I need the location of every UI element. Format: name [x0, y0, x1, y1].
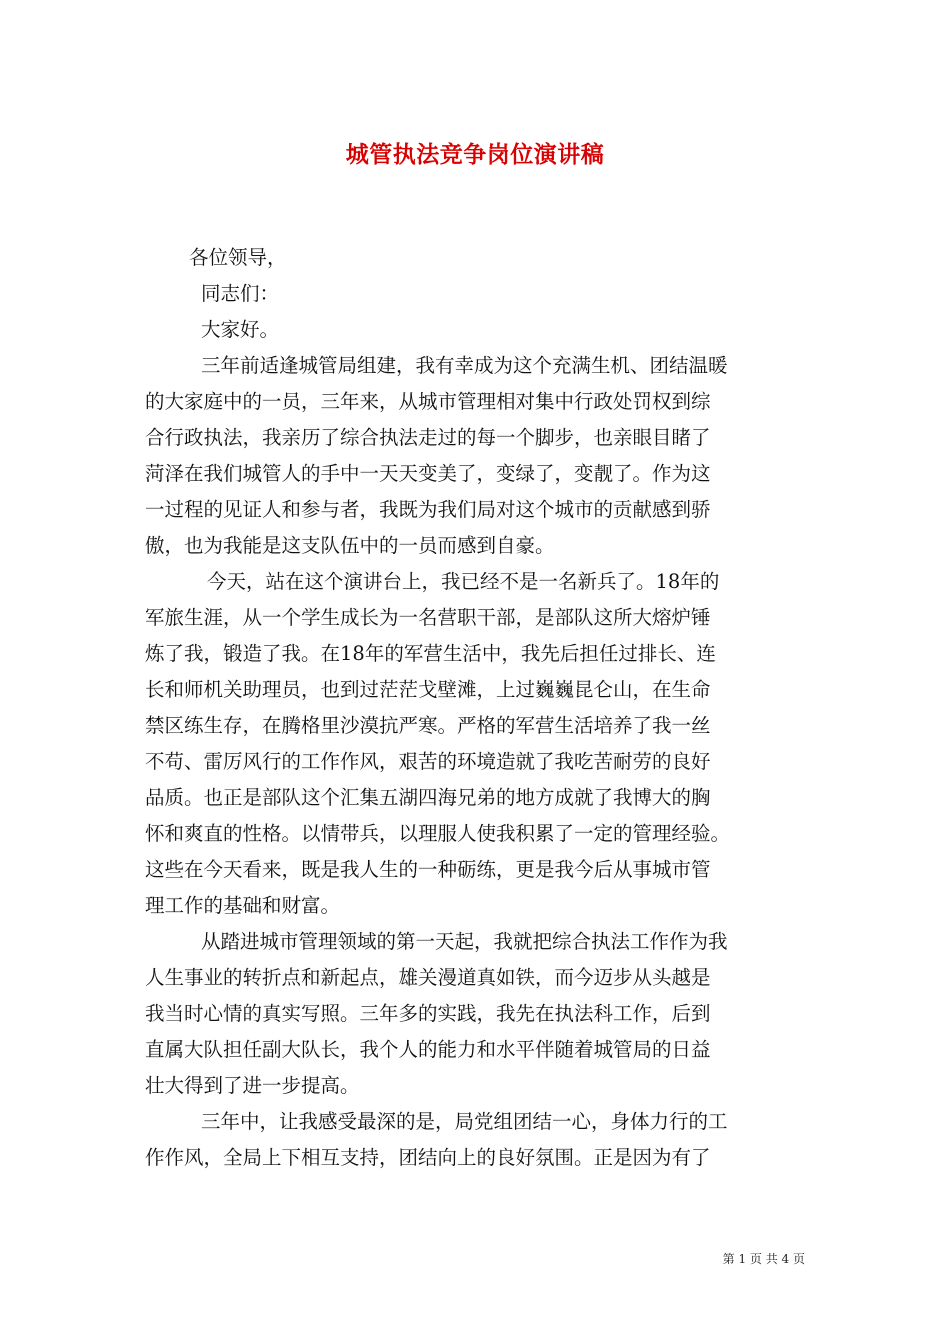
paragraph-line: 合行政执法，我亲历了综合执法走过的每一个脚步，也亲眼目睹了 [145, 426, 711, 449]
paragraph-line: 三年前适逢城管局组建，我有幸成为这个充满生机、团结温暖 [201, 354, 728, 377]
page-number: 第 1 页 共 4 页 [722, 1252, 805, 1266]
paragraph-line: 一过程的见证人和参与者，我既为我们局对这个城市的贡献感到骄 [145, 498, 711, 521]
document-title: 城管执法竞争岗位演讲稿 [345, 141, 605, 168]
paragraph-line: 的大家庭中的一员，三年来，从城市管理相对集中行政处罚权到综 [145, 390, 711, 413]
paragraph-line: 这些在今天看来，既是我人生的一种砺练，更是我今后从事城市管 [145, 858, 711, 881]
paragraph-line: 禁区练生存，在腾格里沙漠抗严寒。严格的军营生活培养了我一丝 [145, 714, 711, 737]
paragraph-line: 从踏进城市管理领域的第一天起，我就把综合执法工作作为我 [201, 930, 728, 953]
paragraph-line: 直属大队担任副大队长，我个人的能力和水平伴随着城管局的日益 [145, 1038, 711, 1061]
paragraph-line: 菏泽在我们城管人的手中一天天变美了，变绿了，变靓了。作为这 [145, 462, 711, 485]
document-body [145, 240, 805, 1176]
paragraph-line: 怀和爽直的性格。以情带兵，以理服人使我积累了一定的管理经验。 [145, 822, 731, 845]
greeting-line: 同志们： [201, 282, 280, 305]
paragraph-line: 三年中，让我感受最深的是，局党组团结一心，身体力行的工 [201, 1110, 728, 1133]
paragraph-line: 军旅生涯，从一个学生成长为一名营职干部，是部队这所大熔炉锤 [145, 606, 711, 629]
paragraph-line: 我当时心情的真实写照。三年多的实践，我先在执法科工作，后到 [145, 1002, 711, 1025]
paragraph-line: 理工作的基础和财富。 [145, 894, 341, 917]
paragraph-line: 壮大得到了进一步提高。 [145, 1074, 360, 1097]
greeting-line: 大家好。 [201, 318, 280, 341]
paragraph-line: 不苟、雷厉风行的工作作风，艰苦的环境造就了我吃苦耐劳的良好 [145, 750, 711, 773]
paragraph-line: 长和师机关助理员，也到过茫茫戈壁滩，上过巍巍昆仑山，在生命 [145, 678, 711, 701]
paragraph-line: 炼了我，锻造了我。在18年的军营生活中，我先后担任过排长、连 [145, 642, 716, 665]
paragraph-line: 今天，站在这个演讲台上，我已经不是一名新兵了。18年的 [207, 570, 720, 593]
paragraph-line: 人生事业的转折点和新起点，雄关漫道真如铁，而今迈步从头越是 [145, 966, 711, 989]
paragraph-line: 品质。也正是部队这个汇集五湖四海兄弟的地方成就了我博大的胸 [145, 786, 711, 809]
paragraph-line: 作作风，全局上下相互支持，团结向上的良好氛围。正是因为有了 [145, 1146, 711, 1169]
paragraph-line: 傲，也为我能是这支队伍中的一员而感到自豪。 [145, 534, 555, 557]
greeting-line: 各位领导， [189, 246, 287, 269]
